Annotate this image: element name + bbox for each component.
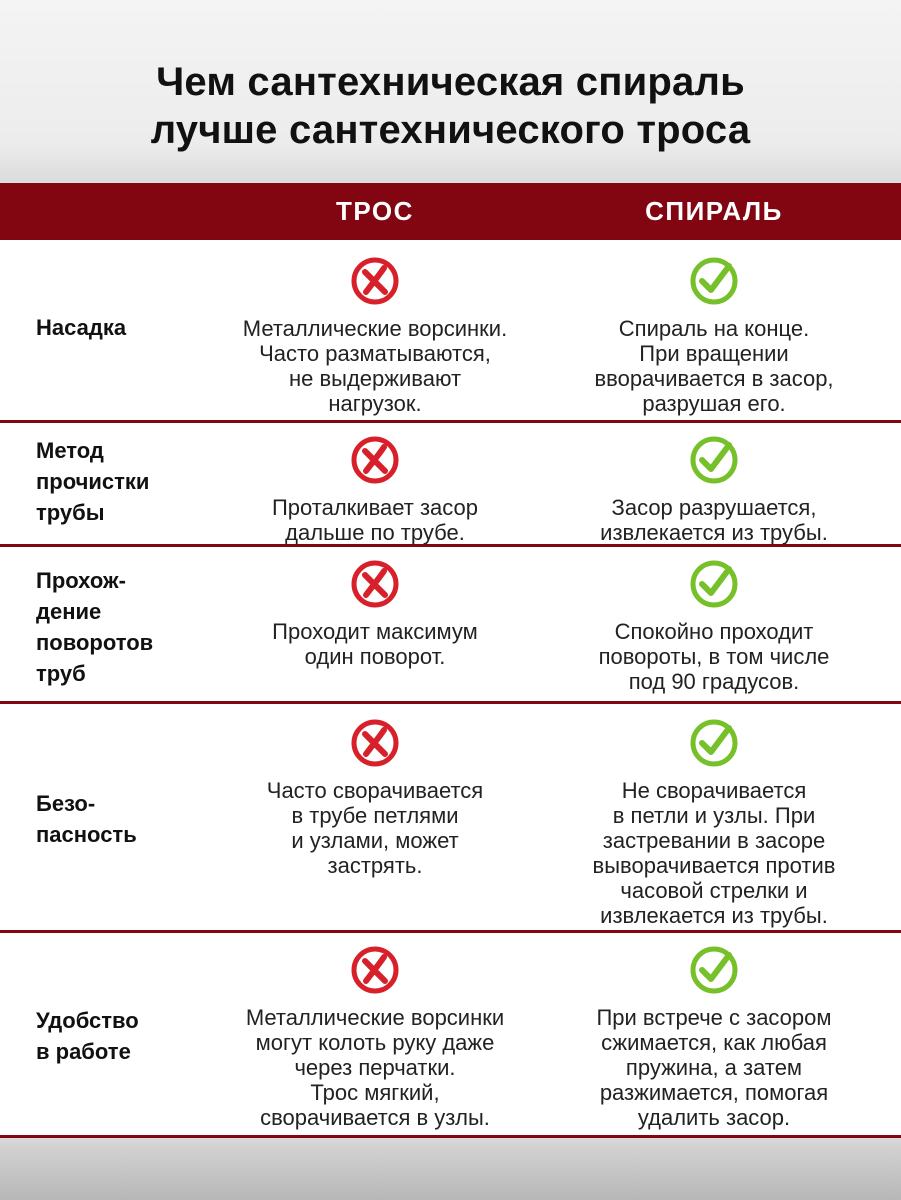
spiral-text-line: извлекается из трубы. [600,520,828,545]
table-row [0,704,901,933]
table-row [0,547,901,704]
tros-text [195,495,555,545]
tros-cell [195,718,555,878]
tros-text-line: могут колоть руку даже [255,1030,495,1055]
spiral-text [534,1005,894,1130]
row-label-line: пасность [36,822,137,847]
check-icon [689,256,739,306]
row-label-line: прочистки [36,469,150,494]
row-label-line: дение [36,599,102,624]
table-row [0,423,901,547]
check-icon [689,718,739,768]
tros-text-line: застрять. [327,853,423,878]
row-label [36,565,196,689]
spiral-text [534,316,894,416]
tros-text-line: Часто разматываются, [259,341,491,366]
cross-icon [350,256,400,306]
spiral-cell [534,256,894,416]
tros-text-line: через перчатки. [294,1055,456,1080]
tros-text-line: Металлические ворсинки [245,1005,505,1030]
comparison-table [0,183,901,1138]
spiral-text-line: разжимается, помогая [599,1080,829,1105]
row-label-line: Удобство [36,1008,139,1033]
tros-text-line: нагрузок. [328,391,422,416]
page-title [0,58,901,154]
tros-text-line: Металлические ворсинки. [242,316,508,341]
row-label-line: Прохож- [36,568,126,593]
tros-text-line: сворачивается в узлы. [260,1105,490,1130]
tros-text-line: и узлами, может [291,828,459,853]
cross-icon [350,435,400,485]
spiral-text-line: сжимается, как любая [601,1030,827,1055]
row-label-line: Насадка [36,315,127,340]
tros-text-line: не выдерживают [288,366,462,391]
spiral-cell [534,559,894,694]
spiral-text-line: Не сворачивается [621,778,807,803]
spiral-text-line: под 90 градусов. [628,669,800,694]
spiral-text-line: При вращении [639,341,789,366]
row-label [36,1005,196,1067]
tros-text-line: дальше по трубе. [285,520,465,545]
row-label-line: труб [36,661,86,686]
check-icon [689,435,739,485]
spiral-text-line: застревании в засоре [602,828,826,853]
spiral-text-line: разрушая его. [642,391,786,416]
spiral-cell [534,718,894,928]
row-label [36,788,196,850]
tros-cell [195,435,555,545]
spiral-text-line: При встрече с засором [596,1005,832,1030]
check-icon [689,559,739,609]
spiral-text-line: повороты, в том числе [598,644,830,669]
tros-text-line: в трубе петлями [291,803,459,828]
row-label [36,435,196,528]
cross-icon [350,945,400,995]
spiral-cell [534,435,894,545]
tros-text-line: Часто сворачивается [266,778,484,803]
header-spiral: СПИРАЛЬ [645,196,783,226]
table-row [0,933,901,1138]
tros-cell [195,559,555,669]
spiral-text [534,495,894,545]
spiral-text [534,778,894,928]
tros-text-line: Проходит максимум [272,619,478,644]
row-label-line: Метод [36,438,104,463]
spiral-text [534,619,894,694]
cross-icon [350,559,400,609]
spiral-cell [534,945,894,1130]
header-tros: ТРОС [336,196,414,226]
spiral-text-line: удалить засор. [637,1105,791,1130]
row-label-line: Безо- [36,791,96,816]
tros-text [195,1005,555,1130]
tros-cell [195,945,555,1130]
tros-text [195,316,555,416]
tros-text-line: Трос мягкий, [310,1080,440,1105]
spiral-text-line: Спираль на конце. [618,316,810,341]
table-row [0,240,901,423]
title-line-2: лучше сантехнического троса [150,108,751,152]
tros-text [195,778,555,878]
spiral-text-line: извлекается из трубы. [600,903,828,928]
tros-text [195,619,555,669]
title-line-1: Чем сантехническая спираль [156,60,745,104]
row-label-line: поворотов [36,630,154,655]
cross-icon [350,718,400,768]
spiral-text-line: вворачивается в засор, [594,366,834,391]
spiral-text-line: Засор разрушается, [611,495,817,520]
row-label-line: трубы [36,500,105,525]
table-header [0,183,901,240]
row-label-line: в работе [36,1039,131,1064]
spiral-text-line: Спокойно проходит [614,619,814,644]
row-label [36,312,196,343]
check-icon [689,945,739,995]
tros-text-line: Проталкивает засор [271,495,479,520]
tros-cell [195,256,555,416]
tros-text-line: один поворот. [304,644,446,669]
spiral-text-line: в петли и узлы. При [612,803,816,828]
spiral-text-line: выворачивается против [592,853,836,878]
spiral-text-line: пружина, а затем [625,1055,803,1080]
spiral-text-line: часовой стрелки и [620,878,808,903]
